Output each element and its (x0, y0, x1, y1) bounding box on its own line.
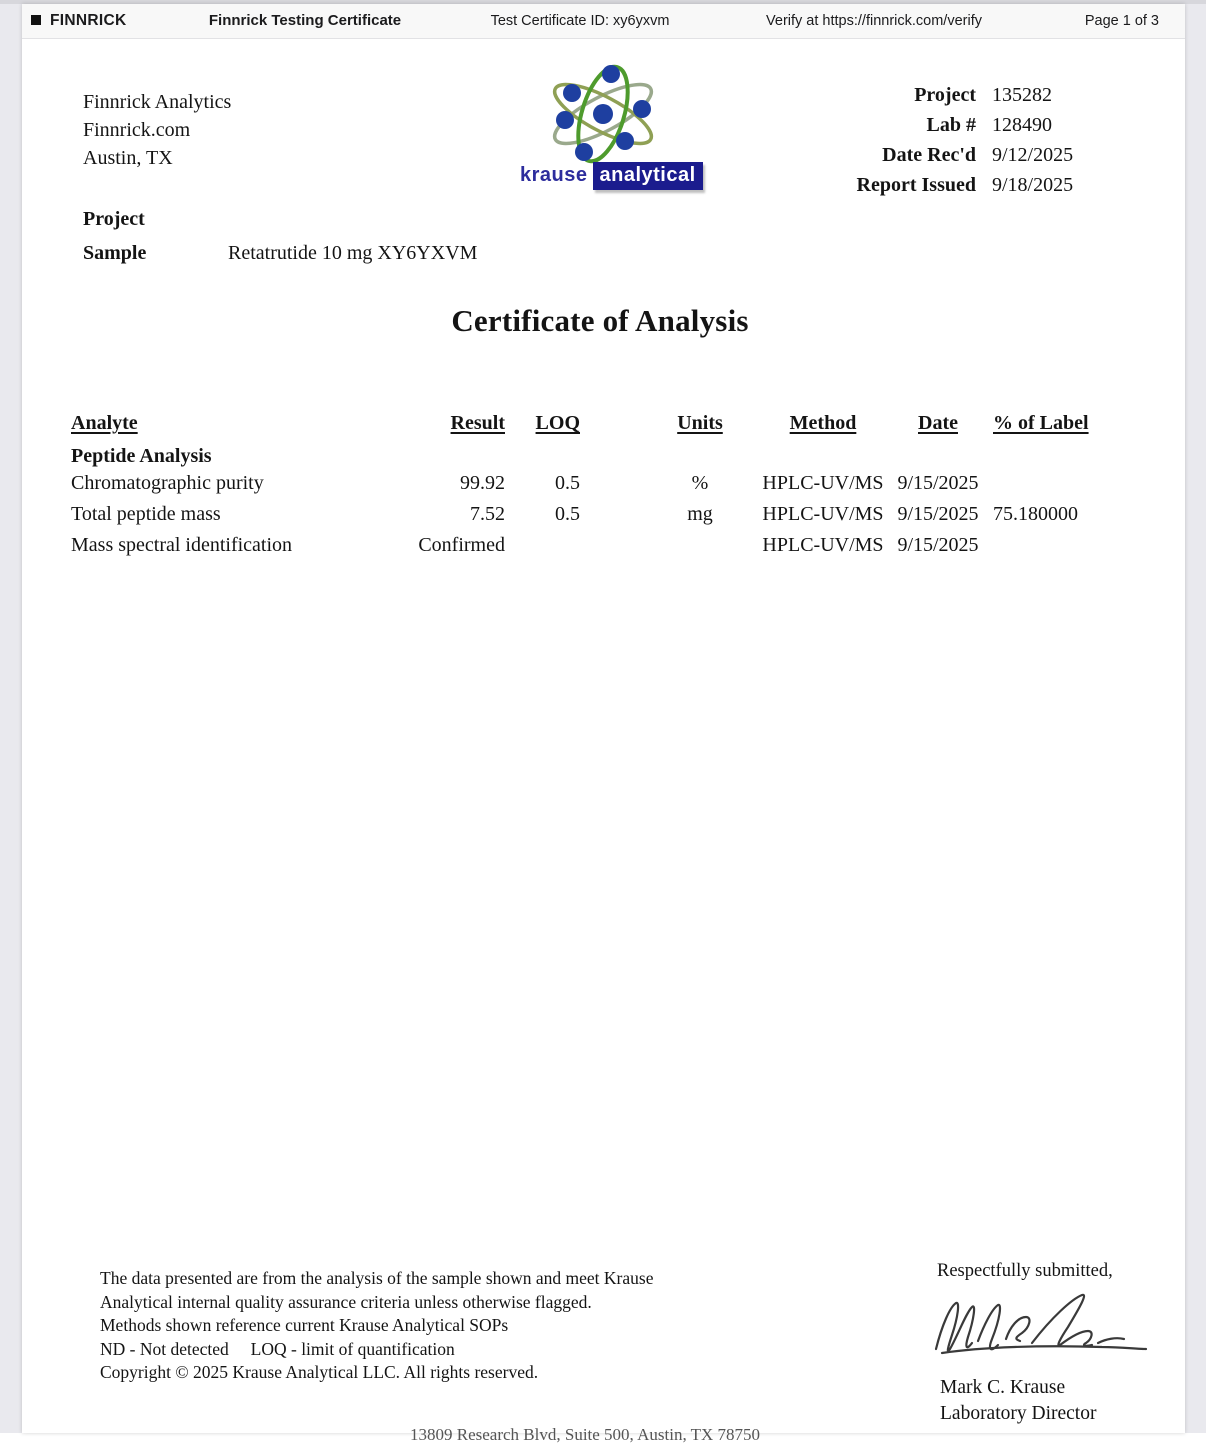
signatory-name: Mark C. Krause (940, 1377, 1066, 1398)
lab-info-block (83, 88, 231, 172)
table-row-result: Confirmed (418, 534, 505, 556)
lab-location: Austin, TX (83, 147, 173, 169)
meta-row-project (722, 80, 1177, 110)
meta-label: Project (914, 84, 976, 106)
meta-label: Date Rec'd (882, 144, 976, 166)
project-label: Project (83, 208, 145, 230)
meta-row-report-issued (722, 170, 1177, 200)
certificate-page (22, 4, 1185, 1444)
disclaimer-line: ND - Not detected LOQ - limit of quantification (100, 1338, 455, 1359)
table-row-analyte: Total peptide mass (71, 503, 221, 525)
col-header-method: Method (789, 412, 857, 434)
disclaimer-line: Copyright © 2025 Krause Analytical LLC. All rights reserved. (100, 1362, 539, 1382)
table-row-pct: 75.180000 (993, 503, 1078, 525)
disclaimer-line: The data presented are from the analysis of the sample shown and meet Krause (100, 1268, 654, 1288)
sample-label: Sample (83, 242, 147, 264)
signatory-block (940, 1375, 1096, 1427)
table-row-result: 99.92 (460, 472, 505, 494)
col-header-units: Units (677, 412, 723, 434)
disclaimer-line: Analytical internal quality assurance criteria unless otherwise flagged. (100, 1291, 592, 1312)
finnrick-square-icon (31, 15, 41, 25)
signature-salutation: Respectfully submitted, (937, 1261, 1113, 1281)
logo-word-krause: krause (520, 164, 588, 186)
certificate-id: Test Certificate ID: xy6yxvm (490, 13, 670, 29)
disclaimer-block (100, 1267, 653, 1385)
meta-value: 9/12/2025 (992, 144, 1074, 166)
table-row-date: 9/15/2025 (897, 472, 979, 494)
verify-link[interactable]: Verify at https://finnrick.com/verify (766, 13, 982, 29)
document-title: Certificate of Analysis (451, 303, 749, 338)
brand-name: FINNRICK (50, 12, 127, 29)
meta-value: 135282 (992, 84, 1052, 106)
col-header-loq: LOQ (535, 412, 580, 434)
meta-value: 128490 (992, 114, 1052, 136)
table-row-method: HPLC-UV/MS (762, 503, 884, 525)
certificate-header-bar (22, 4, 1185, 39)
table-row-analyte: Mass spectral identification (71, 534, 293, 556)
logo-word-analytical: analytical (593, 162, 703, 190)
signatory-title: Laboratory Director (940, 1403, 1097, 1424)
finnrick-brand (31, 4, 126, 38)
sample-value: Retatrutide 10 mg XY6YXVM (228, 242, 478, 264)
disclaimer-line: Methods shown reference current Krause Analytical SOPs (100, 1315, 509, 1335)
page-indicator: Page 1 of 3 (1084, 13, 1159, 29)
atom-icon (545, 62, 661, 166)
col-header-pct-of-label: % of Label (993, 412, 1089, 434)
krause-analytical-logo (520, 62, 696, 190)
certificate-title-label: Finnrick Testing Certificate (208, 12, 402, 29)
signature-image (922, 1287, 1157, 1367)
report-meta-block (722, 80, 1177, 200)
col-header-analyte: Analyte (71, 412, 138, 434)
table-row-date: 9/15/2025 (897, 503, 979, 525)
logo-wordmark (520, 162, 696, 190)
footer-address-clipped: 13809 Research Blvd, Suite 500, Austin, TX 78750 (410, 1425, 761, 1444)
table-section-peptide-analysis: Peptide Analysis (71, 445, 212, 467)
col-header-result: Result (450, 412, 505, 434)
table-row-loq: 0.5 (555, 472, 580, 494)
table-row-units: mg (687, 503, 713, 525)
col-header-date: Date (918, 412, 958, 434)
table-row-method: HPLC-UV/MS (762, 534, 884, 556)
meta-label: Report Issued (856, 174, 976, 196)
meta-row-lab-number (722, 110, 1177, 140)
table-row-method: HPLC-UV/MS (762, 472, 884, 494)
meta-value: 9/18/2025 (992, 174, 1074, 196)
lab-name: Finnrick Analytics (83, 91, 232, 113)
lab-website: Finnrick.com (83, 119, 191, 141)
table-row-units: % (691, 472, 709, 494)
table-row-result: 7.52 (470, 503, 505, 525)
meta-row-date-received (722, 140, 1177, 170)
table-row-analyte: Chromatographic purity (71, 472, 264, 494)
table-row-loq: 0.5 (555, 503, 580, 525)
meta-label: Lab # (926, 114, 976, 136)
table-row-date: 9/15/2025 (897, 534, 979, 556)
